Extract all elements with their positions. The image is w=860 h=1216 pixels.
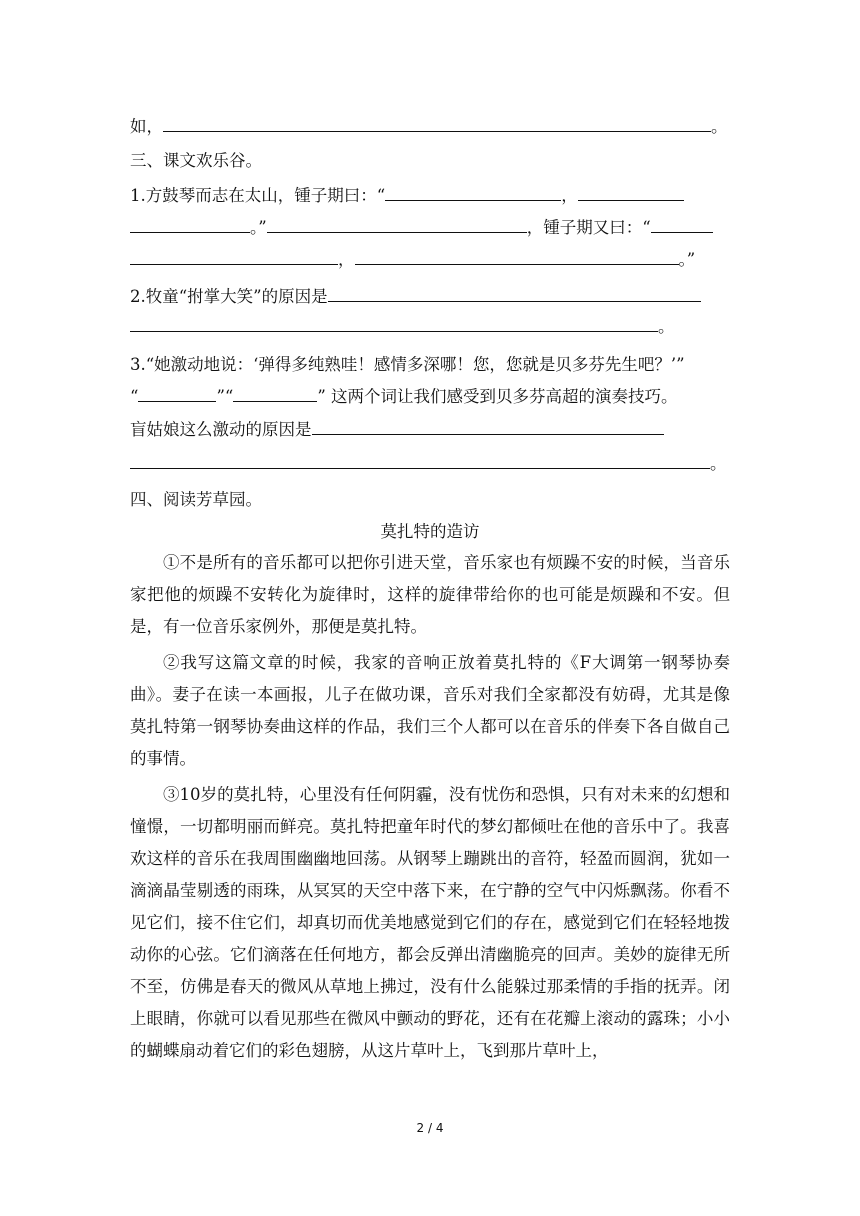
q3-blank-2[interactable] xyxy=(233,385,317,403)
q2-line1 xyxy=(130,283,701,307)
line-end: 。 xyxy=(711,117,728,136)
q1-mid: ，锺子期又曰：“ xyxy=(526,218,651,237)
article-paragraph-1: ①不是所有的音乐都可以把你引进天堂，音乐家也有烦躁不安的时候，当音乐家把他的烦躁不安转化为旋律时，这样的旋律带给你的也可能是烦躁和不安。但是，有一位音乐家例外，那便是莫扎特。 xyxy=(130,553,730,636)
q1-quote-end: 。” xyxy=(250,218,267,237)
q1-blank-5[interactable] xyxy=(651,216,713,234)
q1-blank-7[interactable] xyxy=(355,248,679,266)
q1-line1 xyxy=(130,182,684,206)
q1-blank-2[interactable] xyxy=(578,184,684,202)
article-paragraph-2: ②我写这篇文章的时候，我家的音响正放着莫扎特的《F大调第一钢琴协奏曲》。妻子在读一本画报，儿子在做功课，音乐对我们全家都没有妨碍，尤其是像莫扎特第一钢琴协奏曲这样的作品，我们三个人都可以在音乐的伴奏下各自做自己的事情。 xyxy=(130,653,730,768)
page-number: 2 / 4 xyxy=(416,1121,444,1135)
q1-blank-4[interactable] xyxy=(267,216,527,234)
q3-open-quote: “ xyxy=(130,387,139,406)
q3-blank-4[interactable] xyxy=(130,452,710,470)
q2-text: 2.牧童“拊掌大笑”的原因是 xyxy=(130,287,328,306)
q1-blank-3[interactable] xyxy=(130,216,250,234)
q1-blank-1[interactable] xyxy=(385,184,561,202)
q3-blank-3[interactable] xyxy=(312,418,664,436)
q3-line1: 3.“她激动地说：‘弹得多纯熟哇！感情多深哪！您，您就是贝多芬先生吧？’” xyxy=(130,355,685,374)
q1-end: 。” xyxy=(678,250,696,269)
q3-blank-1[interactable] xyxy=(138,385,216,403)
article-title: 莫扎特的造访 xyxy=(380,522,480,541)
answer-line-ru xyxy=(130,113,728,137)
q1-line2 xyxy=(130,214,713,238)
article-paragraph-3: ③10岁的莫扎特，心里没有任何阴霾，没有忧伤和恐惧，只有对未来的幻想和憧憬，一切都明丽而鲜亮。莫扎特把童年时代的梦幻都倾吐在他的音乐中了。我喜欢这样的音乐在我周围幽幽地回荡。从钢琴上蹦跳出的音符，轻盈而圆润，犹如一滴滴晶莹剔透的雨珠，从冥冥的天空中落下来，在宁静的空气中闪烁飘荡。你看不见它们，接不住它们，却真切而优美地感觉到它们的存在，感觉到它们在轻轻地拨动你的心弦。它们滴落在任何地方，都会反弹出清幽脆亮的回声。美妙的旋律无所不至，仿佛是春天的微风从草地上拂过，没有什么能躲过那柔情的手指的抚弄。闭上眼睛，你就可以看见那些在微风中颤动的野花，还有在花瓣上滚动的露珠；小小的蝴蝶扇动着它们的彩色翅膀，从这片草叶上，飞到那片草叶上， xyxy=(130,785,730,1060)
section3-heading: 三、课文欢乐谷。 xyxy=(130,151,262,170)
q1-line3 xyxy=(130,246,695,270)
q1-comma: ， xyxy=(561,186,578,205)
line-prefix: 如， xyxy=(130,117,163,136)
q3-text: ” 这两个词让我们感受到贝多芬高超的演奏技巧。 xyxy=(317,387,678,406)
q3-line4 xyxy=(130,450,727,474)
q1-blank-6[interactable] xyxy=(130,248,338,266)
q3-end: 。 xyxy=(710,454,727,473)
q2-end: 。 xyxy=(658,317,675,336)
q1-comma-2: ， xyxy=(338,250,355,269)
q1-text: 1.方鼓琴而志在太山，锺子期曰：“ xyxy=(130,186,386,205)
q2-blank-2[interactable] xyxy=(130,315,658,333)
section4-heading: 四、阅读芳草园。 xyxy=(130,490,262,509)
q2-line2 xyxy=(130,313,675,337)
q3-text-2: 盲姑娘这么激动的原因是 xyxy=(130,420,312,439)
answer-blank[interactable] xyxy=(163,115,711,133)
q3-line3 xyxy=(130,416,664,440)
q3-line2 xyxy=(130,383,678,407)
q2-blank-1[interactable] xyxy=(328,285,701,303)
q3-mid-quote: ”“ xyxy=(216,387,234,406)
